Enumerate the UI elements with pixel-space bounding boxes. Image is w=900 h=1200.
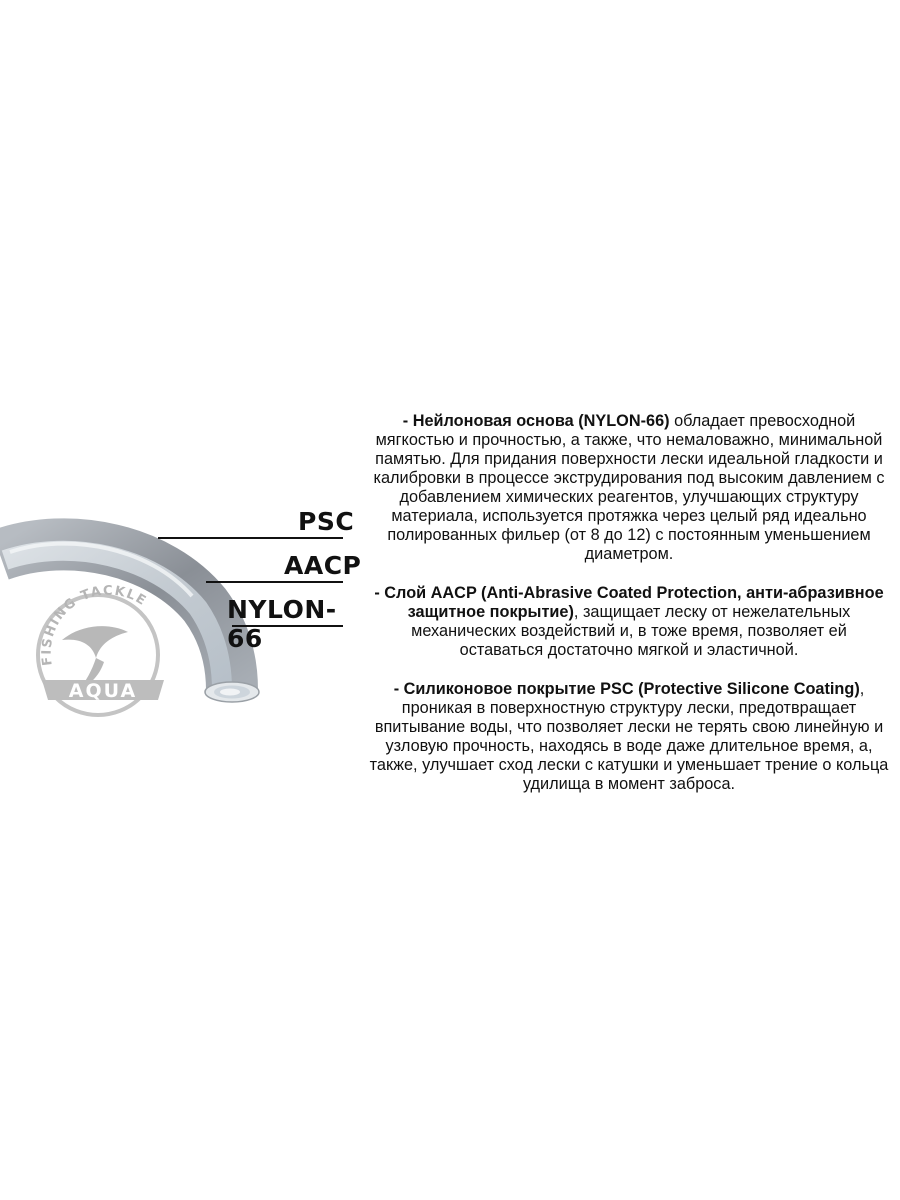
paragraph-psc — [369, 680, 889, 794]
fishing-line-arc — [0, 544, 259, 702]
paragraph-psc-body: , проникая в поверхностную структуру лески, предотвращает впитывание воды, что позволяет лески не терять свою линейную и узловую прочность, находясь в воде даже длительное время, а, также, улучшает сход лески с катушки и уменьшает трение о кольца удилища в момент заброса. — [369, 680, 889, 793]
svg-text:FISHING TACKLE — [40, 584, 150, 667]
paragraph-aacp — [369, 584, 889, 660]
nylon-label: NYLON-66 — [227, 595, 337, 653]
paragraph-psc-heading: - Силиконовое покрытие PSC (Protective Silicone Coating) — [393, 680, 860, 698]
logo-arc-text: FISHING TACKLE — [39, 583, 150, 667]
aqua-logo — [38, 584, 164, 715]
psc-label: PSC — [298, 507, 355, 536]
psc-leader-line — [158, 537, 343, 539]
logo-brand-text: AQUA — [68, 680, 138, 702]
aacp-leader-line — [206, 581, 343, 583]
paragraph-aacp-heading: - Слой AACP (Anti-Abrasive Coated Protection, анти-абразивное защитное покрытие) — [374, 584, 884, 621]
bird-icon — [62, 626, 128, 658]
line-structure-diagram — [0, 400, 360, 730]
paragraph-nylon-heading: - Нейлоновая основа (NYLON-66) — [402, 412, 670, 430]
aacp-label: AACP — [284, 551, 362, 580]
paragraph-nylon — [369, 412, 889, 564]
paragraph-nylon-body: обладает превосходной мягкостью и прочностью, а также, что немаловажно, минимальной памятью. Для придания поверхности лески идеальной гладкости и калибровки в процессе экструдирования под высоким давлением с добавлением химических реагентов, улучшающих структуру материала, используется протяжка через целый ряд идеально полированных фильер (от 8 до 12) с постоянным уменьшением диаметром. — [373, 412, 885, 563]
paragraph-aacp-body: , защищает леску от нежелательных механических воздействий и, в тоже время, позволяет ей оставаться достаточно мягкой и эластичной. — [411, 603, 851, 659]
description-text — [369, 412, 889, 814]
